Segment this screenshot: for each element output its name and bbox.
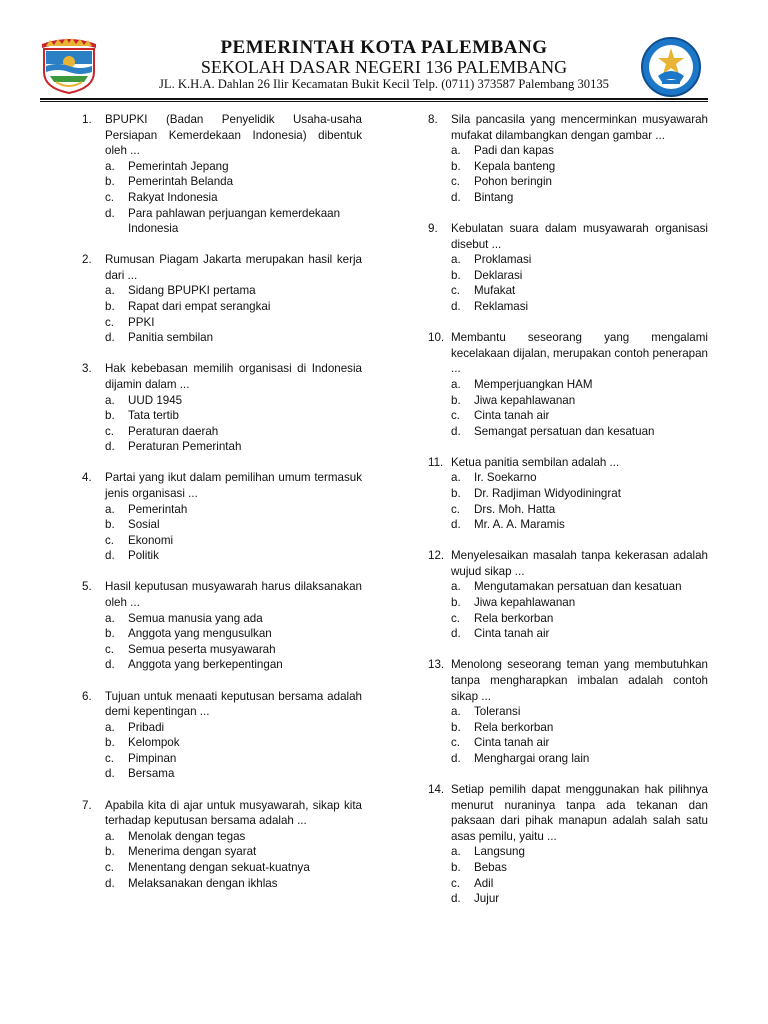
- option-letter: b.: [105, 627, 115, 641]
- option-text: Pohon beringin: [474, 175, 552, 189]
- answer-option: [105, 766, 362, 782]
- option-letter: d.: [451, 424, 461, 438]
- option-letter: c.: [451, 736, 461, 750]
- option-text: Mr. A. A. Maramis: [474, 518, 565, 532]
- answer-option: [105, 330, 362, 346]
- option-text: Proklamasi: [474, 253, 532, 267]
- answer-option: [105, 876, 362, 892]
- option-letter: d.: [451, 190, 461, 204]
- option-letter: b.: [105, 736, 115, 750]
- question-text: Sila pancasila yang mencerminkan musyawarah mufakat dilambangkan dengan gambar ...: [451, 113, 708, 142]
- question-text: Menolong seseorang teman yang membutuhkan tanpa mengharapkan imbalan adalah contoh sikap ...: [451, 658, 708, 703]
- answer-option: [105, 283, 362, 299]
- option-text: Melaksanakan dengan ikhlas: [128, 876, 278, 890]
- option-text: Dr. Radjiman Widyodiningrat: [474, 486, 621, 500]
- answer-option: [451, 844, 708, 860]
- option-letter: b.: [105, 845, 115, 859]
- answer-option: [105, 657, 362, 673]
- option-letter: d.: [105, 206, 115, 220]
- option-letter: c.: [451, 284, 461, 298]
- answer-option: [451, 735, 708, 751]
- option-letter: b.: [451, 486, 461, 500]
- answer-options: [82, 829, 362, 891]
- question-number: 2.: [82, 253, 92, 267]
- answer-option: [451, 704, 708, 720]
- option-letter: d.: [105, 658, 115, 672]
- question-text: Tujuan untuk menaati keputusan bersama adalah demi kepentingan ...: [105, 689, 362, 719]
- option-letter: d.: [105, 876, 115, 890]
- answer-options: [428, 143, 708, 205]
- option-text: Memperjuangkan HAM: [474, 377, 593, 391]
- answer-options: [82, 611, 362, 673]
- option-text: Pemerintah: [128, 502, 188, 516]
- option-text: Bintang: [474, 190, 514, 204]
- option-letter: c.: [105, 860, 115, 874]
- answer-option: [451, 720, 708, 736]
- answer-option: [451, 860, 708, 876]
- option-letter: c.: [451, 876, 461, 890]
- question-item: [82, 470, 362, 564]
- option-letter: a.: [451, 580, 461, 594]
- question-number: 6.: [82, 689, 92, 703]
- answer-option: [451, 299, 708, 315]
- answer-option: [105, 735, 362, 751]
- option-text: Bebas: [474, 860, 507, 874]
- option-text: Sidang BPUPKI pertama: [128, 284, 256, 298]
- option-letter: b.: [451, 393, 461, 407]
- option-letter: b.: [451, 720, 461, 734]
- option-text: Menolak dengan tegas: [128, 829, 246, 843]
- option-letter: a.: [105, 159, 115, 173]
- question-text: Kebulatan suara dalam musyawarah organisasi disebut ...: [451, 222, 708, 251]
- question-number: 9.: [428, 222, 438, 236]
- option-text: Jiwa kepahlawanan: [474, 393, 576, 407]
- question-column-right: [428, 112, 708, 922]
- option-text: Semua manusia yang ada: [128, 611, 263, 625]
- answer-option: [105, 299, 362, 315]
- option-letter: a.: [105, 502, 115, 516]
- question-item: [428, 782, 708, 907]
- option-letter: b.: [451, 159, 461, 173]
- answer-option: [451, 751, 708, 767]
- option-letter: b.: [105, 300, 115, 314]
- option-letter: c.: [105, 751, 115, 765]
- option-letter: a.: [451, 705, 461, 719]
- answer-option: [451, 579, 708, 595]
- option-text: Jiwa kepahlawanan: [474, 596, 576, 610]
- question-item: [82, 361, 362, 455]
- option-text: Mengutamakan persatuan dan kesatuan: [474, 580, 682, 594]
- answer-option: [105, 720, 362, 736]
- option-text: Pemerintah Belanda: [128, 175, 234, 189]
- question-number: 11.: [428, 455, 444, 469]
- option-text: Cinta tanah air: [474, 627, 550, 641]
- answer-option: [451, 268, 708, 284]
- header-divider-thick: [40, 98, 708, 100]
- option-text: Ir. Soekarno: [474, 471, 537, 485]
- option-letter: d.: [451, 300, 461, 314]
- option-text: Pemerintah Jepang: [128, 159, 229, 173]
- option-letter: b.: [451, 268, 461, 282]
- answer-options: [428, 252, 708, 314]
- question-item: [82, 689, 362, 783]
- answer-option: [451, 252, 708, 268]
- option-text: Para pahlawan perjuangan kemerdekaan Indonesia: [128, 206, 341, 236]
- answer-option: [105, 159, 362, 175]
- option-letter: d.: [451, 751, 461, 765]
- answer-option: [451, 502, 708, 518]
- option-letter: c.: [105, 190, 115, 204]
- answer-option: [451, 377, 708, 393]
- question-number: 3.: [82, 362, 92, 376]
- answer-option: [105, 315, 362, 331]
- option-text: Rakyat Indonesia: [128, 190, 218, 204]
- question-number: 5.: [82, 580, 92, 594]
- question-item: [82, 112, 362, 237]
- question-item: [428, 221, 708, 315]
- question-number: 10.: [428, 331, 445, 345]
- question-text: Ketua panitia sembilan adalah ...: [451, 455, 620, 469]
- option-text: Anggota yang berkepentingan: [128, 658, 283, 672]
- question-text: Partai yang ikut dalam pemilihan umum termasuk jenis organisasi ...: [105, 471, 362, 500]
- answer-option: [105, 611, 362, 627]
- question-item: [428, 455, 708, 533]
- answer-options: [82, 502, 362, 564]
- option-text: Sosial: [128, 518, 160, 532]
- answer-option: [451, 283, 708, 299]
- option-letter: b.: [451, 860, 461, 874]
- option-text: Menentang dengan sekuat-kuatnya: [128, 860, 310, 874]
- option-letter: c.: [105, 424, 115, 438]
- option-text: Politik: [128, 549, 159, 563]
- option-text: Rapat dari empat serangkai: [128, 300, 271, 314]
- option-text: Cinta tanah air: [474, 736, 550, 750]
- answer-option: [105, 174, 362, 190]
- option-letter: a.: [105, 393, 115, 407]
- letterhead: [0, 0, 768, 100]
- question-item: [82, 252, 362, 346]
- option-letter: d.: [105, 549, 115, 563]
- option-text: Jujur: [474, 892, 500, 906]
- option-text: Pimpinan: [128, 751, 177, 765]
- government-title: PEMERINTAH KOTA PALEMBANG: [220, 37, 548, 58]
- answer-options: [428, 704, 708, 766]
- option-text: Deklarasi: [474, 268, 523, 282]
- option-letter: c.: [105, 642, 115, 656]
- answer-option: [105, 751, 362, 767]
- option-text: Kepala banteng: [474, 159, 556, 173]
- question-item: [428, 112, 708, 206]
- question-text: Membantu seseorang yang mengalami kecelakaan dijalan, merupakan contoh penerapan ...: [451, 331, 708, 376]
- option-text: Padi dan kapas: [474, 144, 554, 158]
- option-text: Anggota yang mengusulkan: [128, 627, 272, 641]
- answer-option: [451, 891, 708, 907]
- option-letter: c.: [105, 533, 115, 547]
- question-item: [82, 798, 362, 892]
- answer-options: [428, 579, 708, 641]
- question-item: [428, 548, 708, 642]
- question-number: 14.: [428, 782, 445, 796]
- option-text: Tata tertib: [128, 409, 179, 423]
- option-text: Pribadi: [128, 720, 165, 734]
- option-text: Menerima dengan syarat: [128, 845, 257, 859]
- option-text: Rela berkorban: [474, 611, 554, 625]
- answer-option: [451, 408, 708, 424]
- answer-option: [451, 174, 708, 190]
- option-text: Ekonomi: [128, 533, 174, 547]
- option-letter: d.: [105, 331, 115, 345]
- option-text: Langsung: [474, 845, 525, 859]
- option-letter: d.: [451, 518, 461, 532]
- answer-options: [82, 393, 362, 455]
- option-letter: c.: [451, 175, 461, 189]
- question-text: Hak kebebasan memilih organisasi di Indonesia dijamin dalam ...: [105, 362, 362, 391]
- question-number: 4.: [82, 471, 92, 485]
- answer-option: [105, 829, 362, 845]
- answer-option: [105, 642, 362, 658]
- answer-option: [105, 517, 362, 533]
- option-letter: a.: [105, 720, 115, 734]
- answer-option: [451, 190, 708, 206]
- answer-options: [428, 470, 708, 532]
- answer-option: [105, 393, 362, 409]
- question-number: 7.: [82, 798, 92, 812]
- option-letter: b.: [105, 409, 115, 423]
- answer-option: [451, 517, 708, 533]
- option-text: Bersama: [128, 767, 175, 781]
- answer-options: [428, 377, 708, 439]
- answer-option: [105, 190, 362, 206]
- option-letter: a.: [105, 829, 115, 843]
- option-text: UUD 1945: [128, 393, 183, 407]
- answer-options: [82, 283, 362, 345]
- option-text: Kelompok: [128, 736, 180, 750]
- option-letter: b.: [105, 518, 115, 532]
- answer-option: [105, 408, 362, 424]
- option-letter: c.: [105, 315, 115, 329]
- answer-option: [105, 860, 362, 876]
- option-text: Semangat persatuan dan kesatuan: [474, 424, 655, 438]
- option-text: Reklamasi: [474, 300, 529, 314]
- answer-option: [451, 486, 708, 502]
- option-text: Semua peserta musyawarah: [128, 642, 276, 656]
- answer-option: [105, 502, 362, 518]
- question-number: 1.: [82, 113, 92, 126]
- answer-option: [105, 626, 362, 642]
- answer-option: [105, 548, 362, 564]
- question-text: Apabila kita di ajar untuk musyawarah, sikap kita terhadap keputusan bersama adalah ...: [105, 798, 362, 828]
- option-text: Mufakat: [474, 284, 516, 298]
- option-text: Panitia sembilan: [128, 331, 214, 345]
- question-item: [82, 579, 362, 673]
- option-letter: c.: [451, 611, 461, 625]
- answer-options: [82, 159, 362, 237]
- option-letter: d.: [105, 767, 115, 781]
- question-column-left: [82, 112, 362, 907]
- option-text: Peraturan daerah: [128, 424, 219, 438]
- question-text: Setiap pemilih dapat menggunakan hak pilihnya menurut nuraninya tanpa ada tekanan dan paksaan dari pihak manapun adalah salah satu asas pemilu, yaitu ...: [451, 782, 708, 843]
- answer-options: [82, 720, 362, 782]
- option-letter: b.: [451, 596, 461, 610]
- question-text: Rumusan Piagam Jakarta merupakan hasil kerja dari ...: [105, 253, 362, 282]
- option-letter: d.: [451, 892, 461, 906]
- answer-option: [105, 533, 362, 549]
- answer-option: [105, 206, 362, 237]
- question-item: [428, 657, 708, 766]
- option-text: Peraturan Pemerintah: [128, 440, 242, 454]
- option-text: Drs. Moh. Hatta: [474, 502, 556, 516]
- option-text: Menghargai orang lain: [474, 751, 590, 765]
- option-letter: a.: [451, 845, 461, 859]
- question-text: BPUPKI (Badan Penyelidik Usaha-usaha Persiapan Kemerdekaan Indonesia) dibentuk oleh ...: [105, 113, 362, 158]
- option-text: Adil: [474, 876, 494, 890]
- option-text: Rela berkorban: [474, 720, 554, 734]
- option-letter: c.: [451, 502, 461, 516]
- option-letter: a.: [451, 377, 461, 391]
- answer-options: [428, 844, 708, 906]
- answer-option: [451, 393, 708, 409]
- option-letter: a.: [451, 253, 461, 267]
- school-name: SEKOLAH DASAR NEGERI 136 PALEMBANG: [200, 57, 568, 77]
- option-text: Toleransi: [474, 705, 521, 719]
- question-item: [428, 330, 708, 439]
- option-text: PPKI: [128, 315, 155, 329]
- answer-option: [451, 470, 708, 486]
- option-letter: a.: [105, 611, 115, 625]
- question-number: 8.: [428, 113, 438, 126]
- answer-option: [451, 626, 708, 642]
- school-address: JL. K.H.A. Dahlan 26 Ilir Kecamatan Bukit Kecil Telp. (0711) 373587 Palembang 30135: [159, 77, 609, 91]
- option-letter: d.: [105, 440, 115, 454]
- answer-option: [451, 424, 708, 440]
- option-text: Cinta tanah air: [474, 409, 550, 423]
- option-letter: a.: [105, 284, 115, 298]
- answer-option: [451, 159, 708, 175]
- header-divider-thin: [40, 101, 708, 102]
- answer-option: [105, 439, 362, 455]
- question-text: Menyelesaikan masalah tanpa kekerasan adalah wujud sikap ...: [451, 549, 708, 578]
- option-letter: c.: [451, 409, 461, 423]
- answer-option: [451, 595, 708, 611]
- option-letter: b.: [105, 175, 115, 189]
- answer-option: [451, 143, 708, 159]
- answer-option: [451, 876, 708, 892]
- question-number: 12.: [428, 549, 445, 563]
- question-text: Hasil keputusan musyawarah harus dilaksanakan oleh ...: [105, 580, 362, 610]
- option-letter: a.: [451, 144, 461, 158]
- question-number: 13.: [428, 658, 445, 672]
- option-letter: d.: [451, 627, 461, 641]
- tut-wuri-handayani-icon: [640, 36, 702, 98]
- answer-option: [451, 611, 708, 627]
- option-letter: a.: [451, 471, 461, 485]
- answer-option: [105, 424, 362, 440]
- answer-option: [105, 844, 362, 860]
